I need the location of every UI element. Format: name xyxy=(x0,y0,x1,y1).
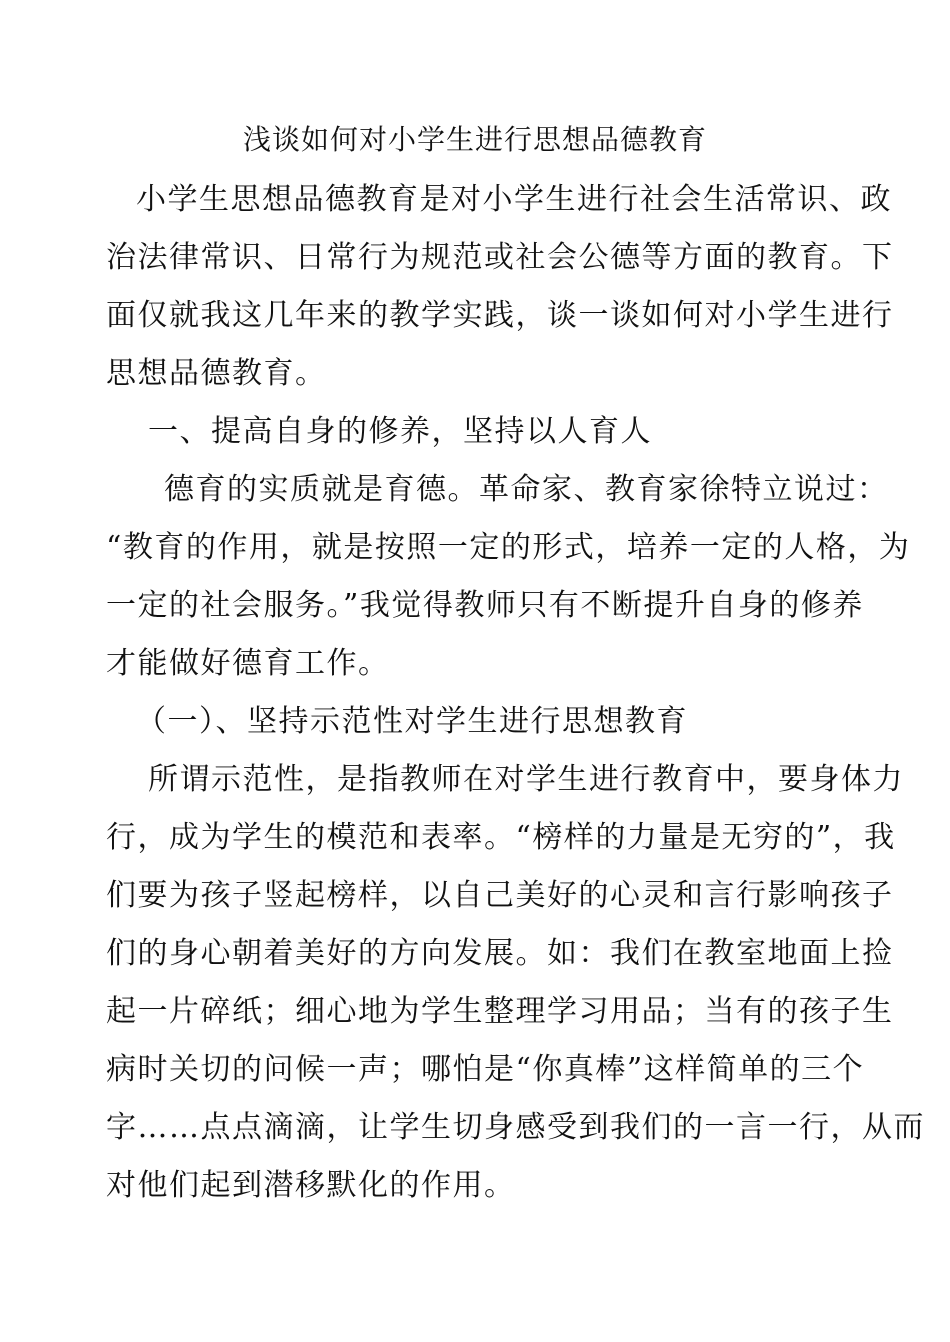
body-line: 治法律常识、日常行为规范或社会公德等方面的教育。下 xyxy=(106,240,894,275)
document-title: 浅谈如何对小学生进行思想品德教育 xyxy=(242,123,707,156)
body-line: “教育的作用，就是按照一定的形式，培养一定的人格，为 xyxy=(106,530,911,565)
body-line: 对他们起到潜移默化的作用。 xyxy=(106,1168,516,1203)
body-line: 字……点点滴滴，让学生切身感受到我们的一言一行，从而 xyxy=(106,1110,925,1145)
body-line: 思想品德教育。 xyxy=(106,356,327,391)
section-heading: 一、提高自身的修养，坚持以人育人 xyxy=(148,414,652,449)
body-line: 小学生思想品德教育是对小学生进行社会生活常识、政 xyxy=(136,182,892,217)
body-line: 面仅就我这几年来的教学实践，谈一谈如何对小学生进行 xyxy=(106,298,894,333)
body-line: 们的身心朝着美好的方向发展。如：我们在教室地面上捡 xyxy=(106,936,894,971)
body-line: 德育的实质就是育德。革命家、教育家徐特立说过： xyxy=(164,472,889,507)
body-line: 所谓示范性，是指教师在对学生进行教育中，要身体力 xyxy=(148,762,904,797)
body-line: 病时关切的问候一声；哪怕是“你真棒”这样简单的三个 xyxy=(106,1052,865,1087)
body-line: 们要为孩子竖起榜样，以自己美好的心灵和言行影响孩子 xyxy=(106,878,894,913)
body-line: 一定的社会服务。”我觉得教师只有不断提升自身的修养 xyxy=(106,588,864,623)
body-line: 才能做好德育工作。 xyxy=(106,646,390,681)
body-line: 起一片碎纸；细心地为学生整理学习用品；当有的孩子生 xyxy=(106,994,894,1029)
subsection-heading: （一）、坚持示范性对学生进行思想教育 xyxy=(136,704,688,739)
body-line: 行，成为学生的模范和表率。“榜样的力量是无穷的”，我 xyxy=(106,820,896,855)
